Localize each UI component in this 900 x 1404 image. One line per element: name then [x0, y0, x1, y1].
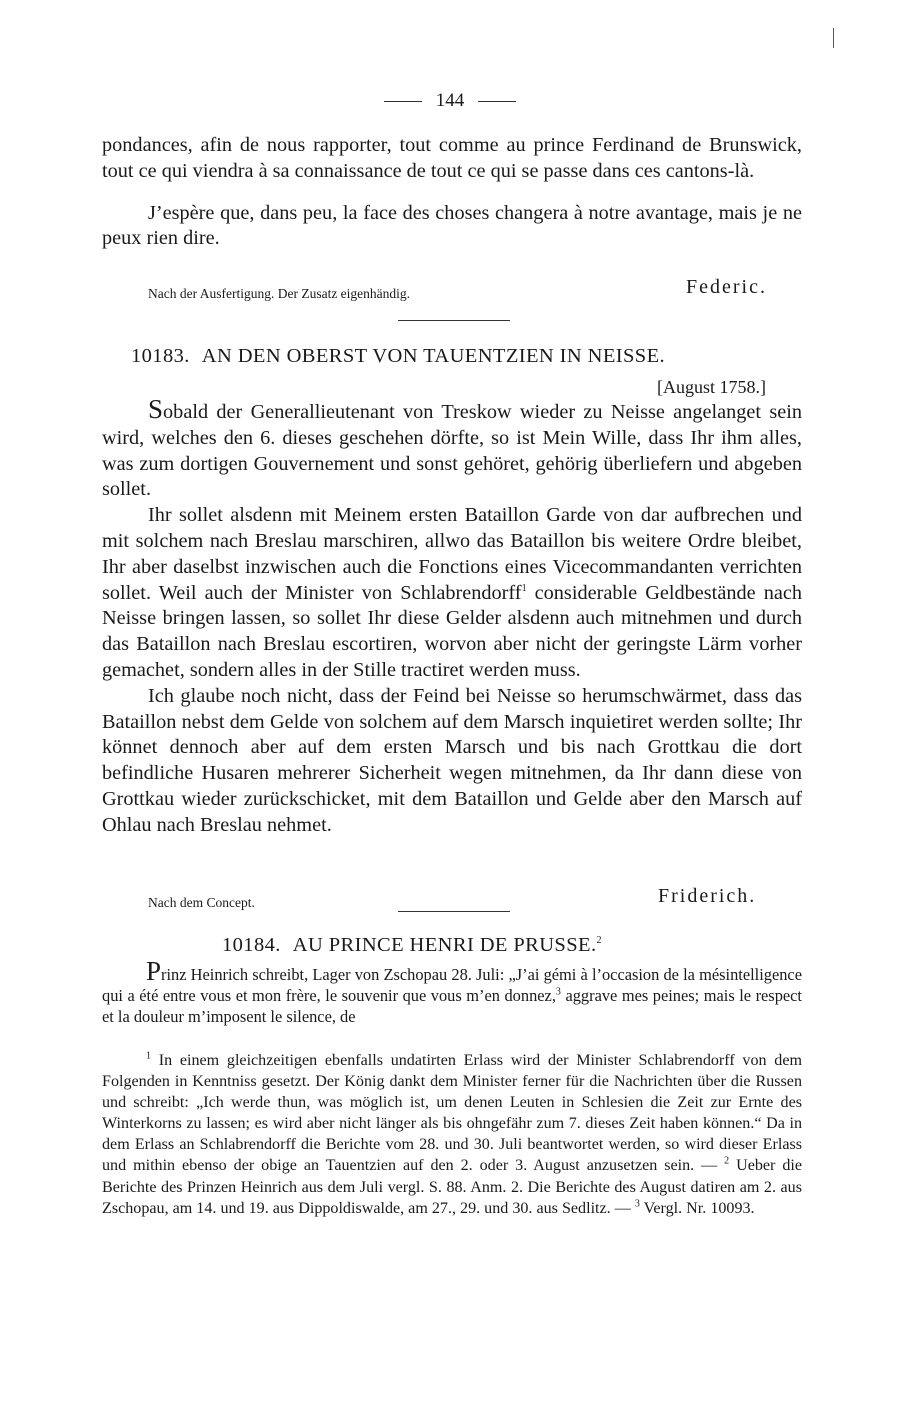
footnote-marker: 2 [724, 1156, 730, 1168]
footnote-marker: 2 [596, 935, 602, 947]
letter-heading [222, 934, 602, 957]
footnote-marker: 3 [555, 986, 561, 998]
footnote-3-text: Vergl. Nr. 10093. [643, 1199, 755, 1217]
letter-title: AN DEN OBERST VON TAUENTZIEN IN NEISSE. [201, 345, 666, 367]
letter-paragraph [102, 503, 802, 684]
letter-paragraph-text: Ihr sollet alsdenn mit Meinem ersten Bataillon Garde von dar aufbrechen und mit solchem nach Breslau marschiren, allwo das Bataillon bis weitere Ordre bleibet, Ihr aber daselbst inzwischen auch die Fonctions eines Vicecommandanten verrichten sollet. Weil auch der Minister von Schlabrendorff [102, 504, 802, 604]
letter-10183-body [102, 394, 802, 839]
footnote-marker: 1 [521, 582, 527, 594]
section-divider [398, 320, 510, 321]
letter-number: 10184. [222, 934, 281, 956]
letter-paragraph-text: considerable Geldbestände nach Neisse bringen lassen, so sollet Ihr diese Gelder alsdenn auch mitnehmen und durch das Bataillon nach Breslau escortiren, worvon aber nicht der geringste Lärm vorher gemachet, sondern alles in der Stille tractiret werden muss. [102, 581, 802, 681]
letter-number: 10183. [131, 345, 190, 367]
letter-10184-body [102, 956, 802, 1027]
continuation-paragraph: pondances, afin de nous rapporter, tout comme au prince Ferdinand de Brunswick, tout ce qui viendra à sa connaissance de tout ce qui se passe dans ces cantons-là. [102, 134, 802, 182]
letter-10182-continuation [102, 133, 802, 252]
letter-heading [131, 345, 665, 368]
letter-paragraph [102, 394, 802, 503]
initial-letter: S [148, 394, 164, 424]
footnote-marker: 1 [146, 1050, 151, 1062]
footnote-text [102, 1050, 802, 1219]
page-number-text: 144 [435, 90, 465, 111]
page-number [0, 90, 900, 112]
signature: Federic. [686, 276, 767, 298]
section-divider [398, 911, 510, 912]
letter-date: [August 1758.] [657, 377, 766, 397]
footnote-1-text: In einem gleichzeitigen ebenfalls undatirten Erlass wird der Minister Schlabrendorff von dem Folgenden in Kenntniss gesetzt. Der König dankt dem Minister ferner für die Nachrichten über die Russen und schreibt: „Ich werde thun, was möglich ist, um denen Leuten in Schlesien die Zeit zur Ernte des Winterkorns zu lassen; es wird aber nicht länger als bis ohngefähr zum 7. dieses Zeit haben können.“ Da in dem Erlass an Schlabrendorff die Berichte vom 28. und 30. Juli beantwortet werden, so wird dieser Erlass und mithin ebenso der obige an Tauentzien auf den 2. oder 3. August anzusetzen sein. — [102, 1052, 802, 1175]
footnote-2-text: Ueber die Berichte des Prinzen Heinrich aus dem Juli vergl. S. 88. Anm. 2. Die Berichte des August datiren am 2. aus Zschopau, am 14. und 19. aus Dippoldiswalde, am 27., 29. und 30. aus Sedlitz. — [102, 1157, 802, 1217]
source-note: Nach dem Concept. [148, 895, 255, 910]
page-number-dash-left [384, 101, 422, 102]
letter-title: AU PRINCE HENRI DE PRUSSE. [292, 934, 597, 956]
footnotes [102, 1050, 802, 1219]
letter-paragraph-text: rinz Heinrich schreibt, Lager von Zschopau 28. Juli: „J’ai gémi à l’occasion de la mésintelligence qui a été entre vous et mon frère, le souvenir que vous m’en donnez, [102, 965, 802, 1005]
signature: Friderich. [658, 885, 757, 907]
initial-letter: P [146, 956, 162, 986]
edge-mark [833, 28, 834, 48]
letter-paragraph-text: aggrave mes peines; mais le respect et la douleur m’imposent le silence, de [102, 986, 802, 1026]
source-note: Nach der Ausfertigung. Der Zusatz eigenhändig. [148, 286, 411, 301]
letter-paragraph [102, 956, 802, 1027]
letter-paragraph: Ich glaube noch nicht, dass der Feind bei Neisse so herumschwärmet, dass das Bataillon nebst dem Gelde von solchem auf dem Marsch inquietiret werden sollte; Ihr könnet dennoch aber auf dem ersten Marsch und bis nach Grottkau die dort befindliche Husaren mehrerer Sicherheit wegen mitnehmen, da Ihr dann diese von Grottkau wieder zurückschicket, mit dem Bataillon und Gelde aber den Marsch auf Ohlau nach Breslau nehmet. [102, 684, 802, 836]
postscript-paragraph: J’espère que, dans peu, la face des choses changera à notre avantage, mais je ne peux rien dire. [102, 201, 802, 250]
letter-paragraph-text: obald der Generallieutenant von Treskow wieder zu Neisse angelanget sein wird, welches den 6. dieses geschehen dörfte, so ist Mein Wille, dass Ihr ihm alles, was zum dortigen Gouvernement und sonst gehöret, gehörig überliefern und abgeben sollet. [102, 401, 802, 501]
page-number-dash-right [478, 101, 516, 102]
footnote-marker: 3 [634, 1198, 640, 1210]
